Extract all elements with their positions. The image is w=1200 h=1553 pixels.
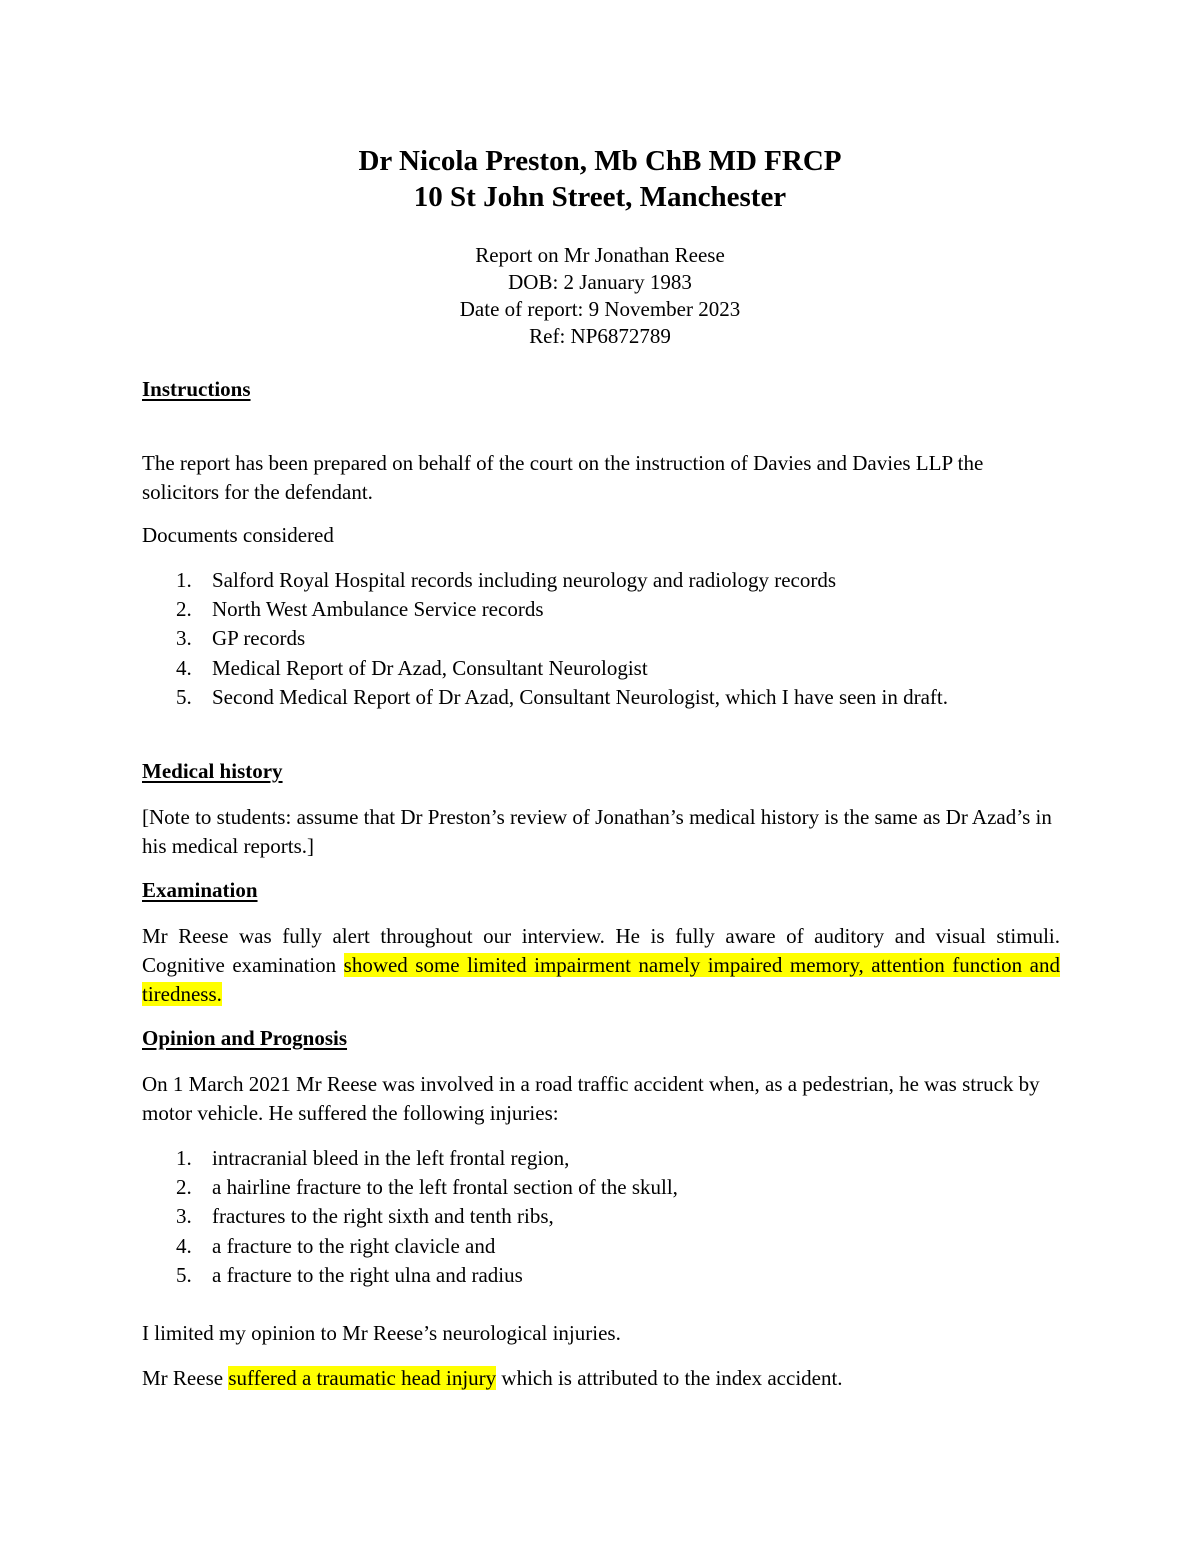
list-item-text: a fracture to the right ulna and radius xyxy=(212,1262,523,1287)
list-item-text: intracranial bleed in the left frontal region, xyxy=(212,1146,570,1170)
examination-text: Mr Reese was fully alert throughout our interview. He is fully aware of auditory and visual stimuli. Cognitive examination xyxy=(142,924,1060,977)
list-item-text: a hairline fracture to the left frontal section of the skull, xyxy=(212,1175,678,1200)
list-item xyxy=(142,1144,678,1173)
list-item-text: Medical Report of Dr Azad, Consultant Neurologist xyxy=(212,655,648,680)
report-ref: Ref: NP6872789 xyxy=(529,324,671,348)
opinion-final-text: Mr Reese xyxy=(142,1366,229,1390)
list-number: 1. xyxy=(176,1146,192,1170)
documents-list xyxy=(142,566,948,712)
list-item xyxy=(142,1232,678,1261)
opinion-heading: Opinion and Prognosis xyxy=(142,1026,348,1050)
opinion-limited: I limited my opinion to Mr Reese’s neurological injuries. xyxy=(142,1321,621,1345)
list-item xyxy=(142,1261,678,1290)
list-item-text: fractures to the right sixth and tenth ribs, xyxy=(212,1204,554,1229)
opinion-final xyxy=(142,1365,843,1392)
list-item xyxy=(142,1202,678,1231)
list-number: 1. xyxy=(176,568,192,592)
list-item-text: Second Medical Report of Dr Azad, Consultant Neurologist, which I have seen in draft. xyxy=(212,684,948,709)
opinion-final-highlight: suffered a traumatic head injury xyxy=(228,1366,497,1390)
examination-paragraph xyxy=(142,922,1060,1009)
medical-history-heading: Medical history xyxy=(142,759,283,783)
list-item-text: GP records xyxy=(212,626,306,651)
list-item xyxy=(142,1173,678,1202)
list-number: 2. xyxy=(176,597,192,622)
list-item xyxy=(142,624,948,653)
medical-history-note: [Note to students: assume that Dr Preston’s review of Jonathan’s medical history is the same as Dr Azad’s in his medical reports.] xyxy=(142,805,1052,858)
list-number: 4. xyxy=(176,655,192,680)
address-title: 10 St John Street, Manchester xyxy=(413,181,787,213)
list-item-text: a fracture to the right clavicle and xyxy=(212,1233,496,1258)
list-item xyxy=(142,595,948,624)
list-item xyxy=(142,654,948,683)
list-number: 2. xyxy=(176,1175,192,1200)
list-item-text: Salford Royal Hospital records including neurology and radiology records xyxy=(212,568,837,592)
examination-heading: Examination xyxy=(142,878,258,902)
instructions-paragraph: The report has been prepared on behalf of the court on the instruction of Davies and Davies LLP the solicitors for the defendant. xyxy=(142,451,984,504)
list-number: 3. xyxy=(176,626,192,651)
injuries-list xyxy=(142,1144,678,1290)
opinion-intro: On 1 March 2021 Mr Reese was involved in a road traffic accident when, as a pedestrian, he was struck by motor vehicle. He suffered the following injuries: xyxy=(142,1072,1040,1125)
list-number: 3. xyxy=(176,1204,192,1229)
list-number: 5. xyxy=(176,684,192,709)
opinion-final-text-end: which is attributed to the index accident. xyxy=(496,1366,843,1390)
report-subject: Report on Mr Jonathan Reese xyxy=(475,243,725,267)
list-number: 4. xyxy=(176,1233,192,1258)
list-number: 5. xyxy=(176,1262,192,1287)
list-item-text: North West Ambulance Service records xyxy=(212,597,544,622)
list-item xyxy=(142,683,948,712)
author-title: Dr Nicola Preston, Mb ChB MD FRCP xyxy=(358,145,842,177)
report-date: Date of report: 9 November 2023 xyxy=(459,297,741,321)
examination-highlight: showed some limited impairment namely impaired memory, attention function and tiredness. xyxy=(142,953,1061,1006)
documents-label: Documents considered xyxy=(142,523,334,547)
instructions-heading: Instructions xyxy=(142,377,251,401)
list-item xyxy=(142,566,948,595)
report-dob: DOB: 2 January 1983 xyxy=(508,270,692,294)
